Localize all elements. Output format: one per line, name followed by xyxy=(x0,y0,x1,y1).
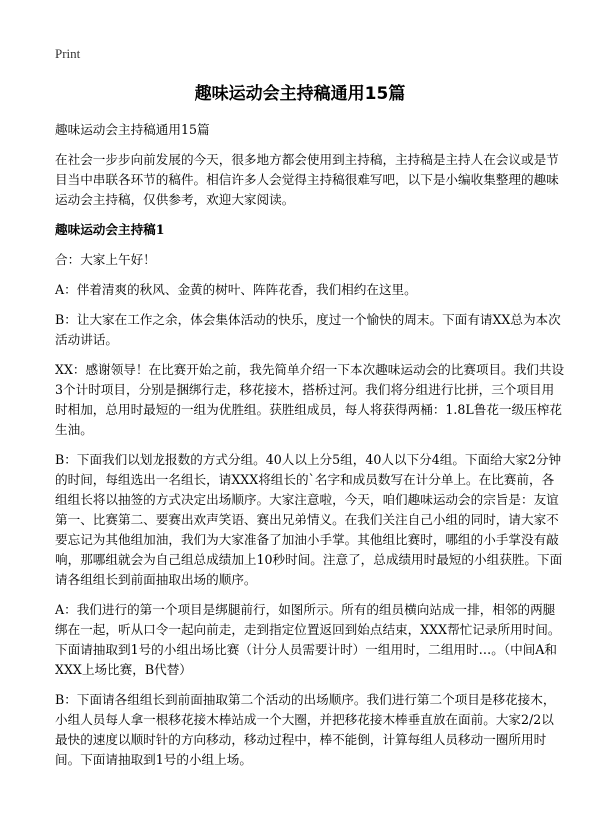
document-body xyxy=(55,120,565,780)
print-link[interactable]: Print xyxy=(55,46,81,61)
intro-paragraph: 在社会一步步向前发展的今天，很多地方都会使用到主持稿，主持稿是主持人在会议或是节目当中串联各环节的稿件。相信许多人会觉得主持稿很难写吧，以下是小编收集整理的趣味运动会主持稿，仅供参考，欢迎大家阅读。 xyxy=(55,152,559,207)
document-subtitle: 趣味运动会主持稿通用15篇 xyxy=(55,122,210,137)
paragraph: B：下面我们以划龙报数的方式分组。40人以上分5组，40人以下分4组。下面给大家2分钟的时间，每组选出一名组长，请XXX将组长的`名字和成员数写在计分单上。在比赛前，各组组长将以抽签的方式决定出场顺序。大家注意啦，今天，咱们趣味运动会的宗旨是：友谊第一、比赛第二、要赛出欢声笑语、赛出兄弟情义。在我们关注自己小组的同时，请大家不要忘记为其他组加油，我们为大家准备了加油小手掌。其他组比赛时，哪组的小手掌没有敲响，那哪组就会为自己组总成绩加上10秒时间。注意了，总成绩用时最短的小组获胜。下面请各组组长到前面抽取出场的顺序。 xyxy=(55,452,563,587)
paragraph: A：伴着清爽的秋风、金黄的树叶、阵阵花香，我们相约在这里。 xyxy=(55,282,417,297)
document-title: 趣味运动会主持稿通用15篇 xyxy=(194,84,406,104)
section-heading: 趣味运动会主持稿1 xyxy=(55,222,165,237)
paragraph: XX：感谢领导！在比赛开始之前，我先简单介绍一下本次趣味运动会的比赛项目。我们共设3个计时项目，分别是捆绑行走，移花接木，搭桥过河。我们将分组进行比拼，三个项目用时相加，总用时最短的一组为优胜组。获胜组成员，每人将获得两桶：1.8L鲁花一级压榨花生油。 xyxy=(55,362,565,437)
paragraph: 合：大家上午好！ xyxy=(55,252,156,267)
paragraph: B：下面请各组组长到前面抽取第二个活动的出场顺序。我们进行第二个项目是移花接木，小组人员每人拿一根移花接木棒站成一个大圈，并把移花接木棒垂直放在面前。大家2/2以最快的速度以顺时针的方向移动，移动过程中，棒不能倒，计算每组人员移动一圈所用时间。下面请抽取到1号的小组上场。 xyxy=(55,692,556,767)
paragraph: B：让大家在工作之余，体会集体活动的快乐，度过一个愉快的周末。下面有请XX总为本次活动讲话。 xyxy=(55,312,561,347)
paragraph: A：我们进行的第一个项目是绑腿前行，如图所示。所有的组员横向站成一排，相邻的两腿绑在一起，听从口令一起向前走，走到指定位置返回到始点结束，XXX帮忙记录所用时间。下面请抽取到1号的小组出场比赛（计分人员需要计时）一组用时，二组用时…。（中间A和XXX上场比赛，B代替） xyxy=(55,602,561,677)
